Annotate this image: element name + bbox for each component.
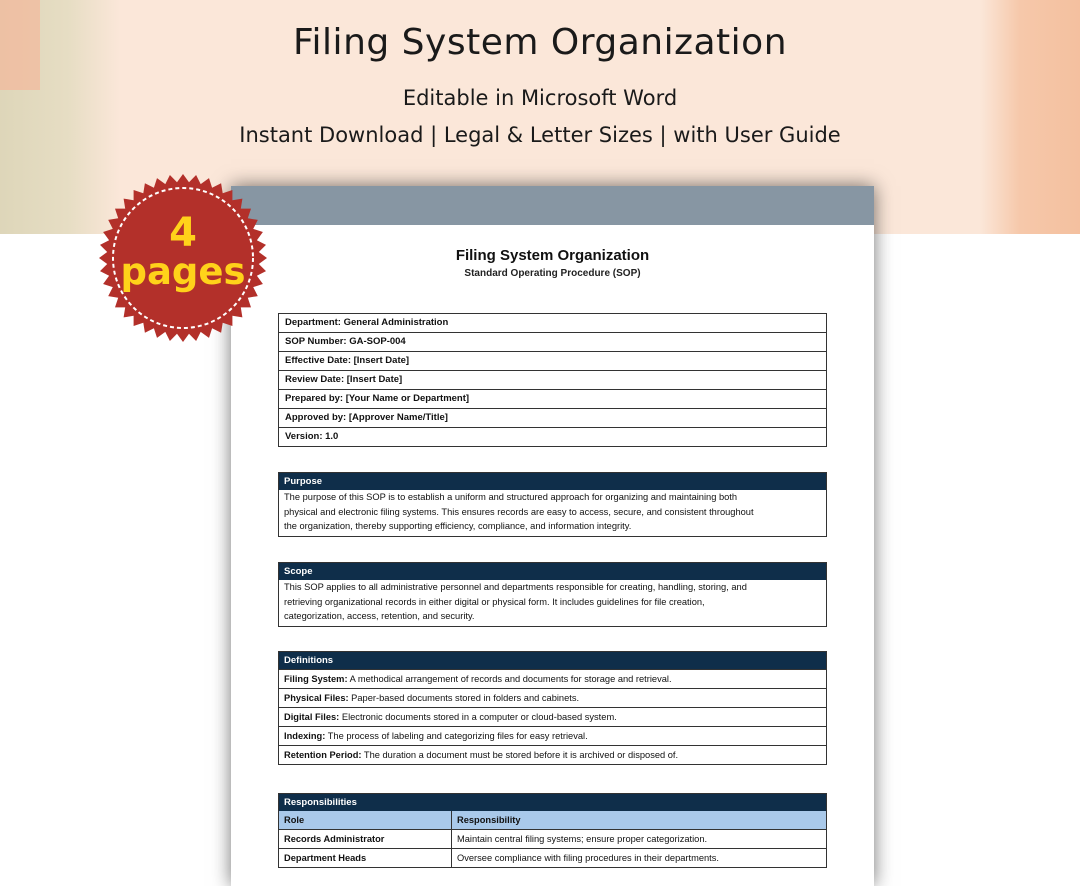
definition-row <box>279 707 826 726</box>
responsibilities-heading: Responsibilities <box>279 794 826 811</box>
role-cell: Records Administrator <box>279 830 452 849</box>
info-row: Prepared by: [Your Name or Department] <box>279 390 826 409</box>
table-header-row <box>279 811 826 830</box>
page-count-badge <box>97 172 269 344</box>
role-cell: Department Heads <box>279 849 452 868</box>
info-row: Review Date: [Insert Date] <box>279 371 826 390</box>
definition-text: The process of labeling and categorizing files for easy retrieval. <box>325 731 588 741</box>
definitions-section <box>278 651 827 765</box>
scope-section <box>278 562 827 627</box>
responsibilities-section <box>278 793 827 868</box>
scope-body <box>279 580 826 626</box>
definitions-heading: Definitions <box>279 652 826 669</box>
definition-text: Electronic documents stored in a computer or cloud-based system. <box>339 712 617 722</box>
definition-row <box>279 688 826 707</box>
purpose-line: physical and electronic filing systems. This ensures records are easy to access, secure, and consistent throughout <box>284 506 754 517</box>
info-row: Approved by: [Approver Name/Title] <box>279 409 826 428</box>
purpose-line: the organization, thereby supporting efficiency, compliance, and information integrity. <box>284 521 632 531</box>
definition-term: Digital Files: <box>284 712 340 722</box>
document-title: Filing System Organization <box>455 247 650 264</box>
definition-text: The duration a document must be stored before it is archived or disposed of. <box>361 750 679 760</box>
definition-term: Retention Period: <box>284 750 362 760</box>
info-row: SOP Number: GA-SOP-004 <box>279 333 826 352</box>
responsibility-cell: Maintain central filing systems; ensure proper categorization. <box>452 830 827 849</box>
info-row: Department: General Administration <box>279 314 826 333</box>
document-header-bar <box>231 186 874 225</box>
definition-row <box>279 745 826 764</box>
badge-number: 4 <box>169 210 197 256</box>
purpose-body <box>279 490 826 536</box>
product-subtitle: Editable in Microsoft Word <box>402 86 678 110</box>
scope-line: retrieving organizational records in either digital or physical form. It includes guidelines for file creation, <box>284 596 705 607</box>
info-row: Version: 1.0 <box>285 431 339 442</box>
definition-text: A methodical arrangement of records and documents for storage and retrieval. <box>347 674 672 684</box>
responsibilities-table <box>279 811 826 867</box>
table-row <box>279 830 826 849</box>
definition-term: Indexing: <box>284 731 326 741</box>
scope-line: categorization, access, retention, and security. <box>284 611 475 621</box>
definition-row <box>279 726 826 745</box>
purpose-section <box>278 472 827 537</box>
scope-heading: Scope <box>279 563 826 580</box>
document-preview <box>231 186 874 886</box>
product-features: Instant Download | Legal & Letter Sizes | with User Guide <box>239 123 841 147</box>
badge-word: pages <box>120 250 246 293</box>
info-row: Effective Date: [Insert Date] <box>279 352 826 371</box>
definition-term: Physical Files: <box>284 693 349 703</box>
product-title: Filing System Organization <box>292 22 788 63</box>
purpose-heading: Purpose <box>279 473 826 490</box>
definition-term: Filing System: <box>284 674 348 684</box>
scope-line: This SOP applies to all administrative personnel and departments responsible for creating, handling, storing, and <box>284 582 747 592</box>
column-header-role: Role <box>279 811 452 830</box>
responsibility-cell: Oversee compliance with filing procedures in their departments. <box>452 849 827 868</box>
definition-text: Paper-based documents stored in folders and cabinets. <box>348 693 580 703</box>
purpose-line: The purpose of this SOP is to establish a uniform and structured approach for organizing and maintaining both <box>284 492 738 502</box>
column-header-responsibility: Responsibility <box>452 811 827 830</box>
table-row <box>279 849 826 868</box>
definition-row <box>279 669 826 688</box>
sop-info-table <box>278 313 827 447</box>
document-subtitle: Standard Operating Procedure (SOP) <box>464 268 641 279</box>
